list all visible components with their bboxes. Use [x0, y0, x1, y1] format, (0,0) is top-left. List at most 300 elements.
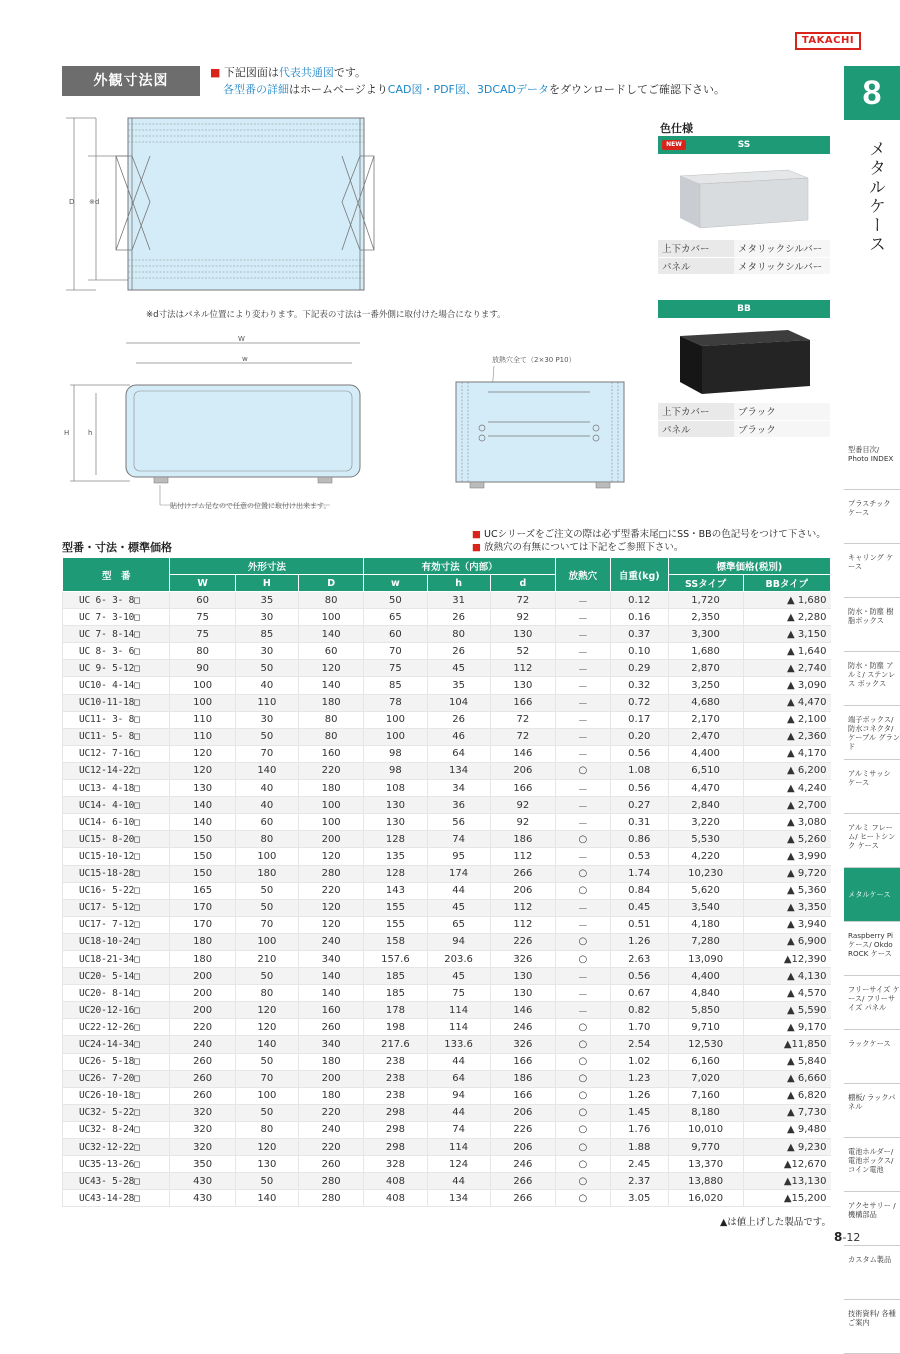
table-cell: 180 [170, 950, 235, 967]
table-cell: 0.20 [610, 728, 668, 745]
color-bb-bar [658, 300, 830, 318]
sidebar-item[interactable]: 電池ホルダー/ 電池ボックス/ コイン電池 [844, 1138, 900, 1192]
table-cell: 320 [170, 1139, 235, 1156]
table-cell: 206 [490, 1104, 555, 1121]
table-cell: 155 [364, 899, 427, 916]
table-cell: 112 [490, 660, 555, 677]
table-cell: － [556, 694, 611, 711]
table-cell: 70 [235, 1070, 298, 1087]
table-cell: UC12- 7-16□ [63, 745, 170, 762]
table-cell: － [556, 848, 611, 865]
table-cell: UC11- 5- 8□ [63, 728, 170, 745]
table-cell: 40 [235, 677, 298, 694]
header-price: 標準価格(税別) [668, 558, 830, 575]
table-cell: 112 [490, 899, 555, 916]
table-cell: ▲ 9,480 [743, 1121, 831, 1138]
table-cell: 65 [427, 916, 490, 933]
table-cell: 166 [490, 694, 555, 711]
spec-key: パネル [658, 420, 734, 437]
table-cell: － [556, 797, 611, 814]
table-cell: 185 [364, 968, 427, 985]
table-cell: 0.10 [610, 643, 668, 660]
table-cell: ▲ 6,820 [743, 1087, 831, 1104]
table-cell: 1.74 [610, 865, 668, 882]
vent-label: 放熱穴全て（2×30 P10） [492, 356, 576, 364]
table-cell: 238 [364, 1070, 427, 1087]
table-cell: 8,180 [668, 1104, 743, 1121]
table-cell: 210 [235, 950, 298, 967]
table-cell: 430 [170, 1173, 235, 1190]
table-cell: 120 [235, 1002, 298, 1019]
sidebar-item[interactable]: Raspberry Piケース/ Okdo ROCK ケース [844, 922, 900, 976]
table-cell: 7,020 [668, 1070, 743, 1087]
spec-key: パネル [658, 257, 734, 274]
table-cell: 170 [170, 899, 235, 916]
table-cell: 140 [235, 762, 298, 779]
table-row [63, 780, 831, 797]
table-cell: － [556, 745, 611, 762]
table-cell: ▲ 3,080 [743, 814, 831, 831]
table-cell: 16,020 [668, 1190, 743, 1207]
table-cell: 10,010 [668, 1121, 743, 1138]
table-row [63, 831, 831, 848]
table-cell: ○ [556, 933, 611, 950]
table-cell: 240 [298, 1121, 363, 1138]
table-cell: 246 [490, 1156, 555, 1173]
table-cell: 45 [427, 660, 490, 677]
table-cell: 0.16 [610, 609, 668, 626]
table-cell: 2,840 [668, 797, 743, 814]
table-row [63, 1053, 831, 1070]
table-cell: ▲ 4,130 [743, 968, 831, 985]
sidebar-item[interactable]: 棚板/ ラックパネル [844, 1084, 900, 1138]
table-cell: 166 [490, 780, 555, 797]
table-cell: ○ [556, 865, 611, 882]
table-cell: ▲ 4,170 [743, 745, 831, 762]
table-cell: 0.31 [610, 814, 668, 831]
table-row [63, 592, 831, 609]
table-cell: ○ [556, 1121, 611, 1138]
table-title: 型番・寸法・標準価格 [62, 541, 172, 554]
table-cell: 85 [364, 677, 427, 694]
sidebar-item[interactable]: フリーサイズ ケース/ フリーサイズ パネル [844, 976, 900, 1030]
table-cell: 200 [170, 985, 235, 1002]
table-cell: 180 [298, 1053, 363, 1070]
table-cell: 340 [298, 950, 363, 967]
table-row [63, 1104, 831, 1121]
table-cell: － [556, 677, 611, 694]
table-cell: 160 [298, 745, 363, 762]
sidebar-item[interactable]: 型番目次/ Photo INDEX [844, 436, 900, 490]
table-row [63, 797, 831, 814]
table-cell: 240 [298, 933, 363, 950]
table-cell: 50 [235, 882, 298, 899]
table-cell: 135 [364, 848, 427, 865]
table-cell: 6,160 [668, 1053, 743, 1070]
header-h: h [427, 575, 490, 592]
table-cell: ○ [556, 1139, 611, 1156]
table-cell: 50 [235, 660, 298, 677]
table-cell: 4,840 [668, 985, 743, 1002]
sidebar-item[interactable]: ラックケース [844, 1030, 900, 1084]
table-cell: ▲ 4,470 [743, 694, 831, 711]
table-cell: 50 [235, 968, 298, 985]
vent-note: 放熱穴の有無については下記をご参照下さい。 [484, 542, 684, 553]
table-cell: 114 [427, 1002, 490, 1019]
table-cell: ▲ 2,740 [743, 660, 831, 677]
table-cell: ▲ 9,720 [743, 865, 831, 882]
sidebar-item[interactable]: アルミサッシ ケース [844, 760, 900, 814]
table-cell: － [556, 916, 611, 933]
table-cell: 3,220 [668, 814, 743, 831]
section-notes [210, 64, 725, 98]
table-cell: 4,400 [668, 745, 743, 762]
table-cell: 320 [170, 1121, 235, 1138]
color-code-ss: SS [737, 140, 751, 150]
table-cell: 100 [298, 797, 363, 814]
table-cell: ▲ 5,840 [743, 1053, 831, 1070]
table-cell: 143 [364, 882, 427, 899]
table-cell: 130 [490, 626, 555, 643]
table-cell: － [556, 780, 611, 797]
table-cell: 74 [427, 1121, 490, 1138]
table-cell: 80 [298, 728, 363, 745]
table-cell: 100 [235, 933, 298, 950]
table-cell: 74 [427, 831, 490, 848]
table-cell: ▲ 1,640 [743, 643, 831, 660]
table-cell: 298 [364, 1121, 427, 1138]
dim-d-label: ※d [89, 198, 100, 206]
dim-h-label: h [88, 429, 93, 437]
table-cell: 266 [490, 865, 555, 882]
table-cell: 280 [298, 1190, 363, 1207]
sidebar-item[interactable]: カスタム製品 [844, 1246, 900, 1300]
table-cell: UC24-14-34□ [63, 1036, 170, 1053]
table-cell: 0.56 [610, 968, 668, 985]
red-square-icon: ■ [472, 542, 481, 553]
table-cell: 326 [490, 1036, 555, 1053]
table-cell: 140 [170, 797, 235, 814]
price-legend: ▲は値上げした製品です。 [720, 1217, 832, 1228]
chapter-number: 8 [844, 66, 900, 120]
table-row [63, 1156, 831, 1173]
table-cell: 75 [170, 626, 235, 643]
table-cell: 180 [298, 1087, 363, 1104]
header-w: w [364, 575, 427, 592]
table-cell: － [556, 814, 611, 831]
table-cell: ▲12,670 [743, 1156, 831, 1173]
rubber-feet-note: 貼付けゴム足なので任意の位置に取付け出来ます。 [170, 502, 331, 510]
table-cell: 3,250 [668, 677, 743, 694]
table-cell: ▲ 7,730 [743, 1104, 831, 1121]
table-cell: 7,280 [668, 933, 743, 950]
table-cell: ▲ 2,280 [743, 609, 831, 626]
table-cell: 1.45 [610, 1104, 668, 1121]
table-cell: 34 [427, 780, 490, 797]
table-cell: UC18-10-24□ [63, 933, 170, 950]
table-row [63, 933, 831, 950]
table-cell: 220 [298, 882, 363, 899]
price-table [62, 557, 831, 1207]
table-cell: 1.23 [610, 1070, 668, 1087]
sidebar-item[interactable]: 防水・防塵 樹脂ボックス [844, 598, 900, 652]
table-cell: 64 [427, 1070, 490, 1087]
table-cell: 280 [298, 1173, 363, 1190]
table-cell: 4,680 [668, 694, 743, 711]
table-cell: 100 [364, 711, 427, 728]
table-cell: UC11- 3- 8□ [63, 711, 170, 728]
ss-spec-table [658, 240, 830, 275]
table-cell: 0.29 [610, 660, 668, 677]
table-cell: 266 [490, 1173, 555, 1190]
common-drawing-link[interactable]: 代表共通図 [278, 66, 334, 79]
header-d: d [490, 575, 555, 592]
table-cell: ○ [556, 831, 611, 848]
bb-spec-table [658, 403, 830, 438]
table-cell: 7,160 [668, 1087, 743, 1104]
table-cell: 10,230 [668, 865, 743, 882]
table-cell: 70 [235, 916, 298, 933]
table-row [63, 694, 831, 711]
table-cell: 140 [298, 626, 363, 643]
table-cell: 0.32 [610, 677, 668, 694]
table-row [63, 1002, 831, 1019]
table-cell: 2,170 [668, 711, 743, 728]
table-cell: ○ [556, 882, 611, 899]
table-cell: 226 [490, 933, 555, 950]
table-cell: UC16- 5-22□ [63, 882, 170, 899]
table-cell: 1,720 [668, 592, 743, 609]
table-cell: 206 [490, 1139, 555, 1156]
table-cell: UC17- 7-12□ [63, 916, 170, 933]
table-cell: 0.37 [610, 626, 668, 643]
table-cell: 120 [298, 899, 363, 916]
table-cell: 100 [364, 728, 427, 745]
table-cell: 0.56 [610, 745, 668, 762]
table-cell: 4,220 [668, 848, 743, 865]
table-cell: 146 [490, 1002, 555, 1019]
table-row [63, 762, 831, 779]
table-cell: 2.37 [610, 1173, 668, 1190]
table-cell: 80 [298, 592, 363, 609]
table-cell: UC26-10-18□ [63, 1087, 170, 1104]
header-outer: 外形寸法 [170, 558, 364, 575]
table-cell: ▲12,390 [743, 950, 831, 967]
table-cell: 130 [364, 814, 427, 831]
sidebar-item[interactable]: プラスチック ケース [844, 490, 900, 544]
table-cell: ○ [556, 1019, 611, 1036]
table-cell: － [556, 968, 611, 985]
table-cell: 92 [490, 797, 555, 814]
table-cell: － [556, 899, 611, 916]
table-cell: 9,770 [668, 1139, 743, 1156]
table-cell: 12,530 [668, 1036, 743, 1053]
detail-link[interactable]: 各型番の詳細 [223, 83, 289, 96]
table-cell: 0.17 [610, 711, 668, 728]
table-cell: 298 [364, 1104, 427, 1121]
table-cell: ▲ 3,150 [743, 626, 831, 643]
table-row [63, 1070, 831, 1087]
chapter-title: メタルケース [865, 140, 885, 254]
table-cell: UC43- 5-28□ [63, 1173, 170, 1190]
table-cell: 140 [298, 677, 363, 694]
table-row [63, 848, 831, 865]
table-cell: 165 [170, 882, 235, 899]
takachi-logo: TAKACHI [795, 32, 861, 50]
table-cell: 3,300 [668, 626, 743, 643]
table-cell: 157.6 [364, 950, 427, 967]
table-cell: 75 [170, 609, 235, 626]
table-cell: 120 [170, 762, 235, 779]
sidebar-item[interactable]: 技術資料/ 各種ご案内 [844, 1300, 900, 1354]
header-bb: BBタイプ [743, 575, 831, 592]
table-cell: UC26- 5-18□ [63, 1053, 170, 1070]
table-cell: 120 [298, 660, 363, 677]
table-cell: 186 [490, 831, 555, 848]
table-cell: 45 [427, 968, 490, 985]
table-cell: 134 [427, 1190, 490, 1207]
sidebar-item[interactable]: アルミ フレーム/ ヒートシンク ケース [844, 814, 900, 868]
table-cell: UC32- 5-22□ [63, 1104, 170, 1121]
table-cell: 0.67 [610, 985, 668, 1002]
sidebar-item[interactable]: アクセサリー /機構部品 [844, 1192, 900, 1246]
table-cell: ▲ 4,240 [743, 780, 831, 797]
table-cell: 13,090 [668, 950, 743, 967]
table-cell: 150 [170, 848, 235, 865]
color-ss-bar [658, 136, 830, 154]
table-cell: UC 8- 3- 6□ [63, 643, 170, 660]
table-cell: － [556, 643, 611, 660]
table-cell: 1,680 [668, 643, 743, 660]
table-cell: UC14- 6-10□ [63, 814, 170, 831]
table-cell: ▲ 2,700 [743, 797, 831, 814]
table-row [63, 660, 831, 677]
table-subheader-row [63, 575, 831, 592]
table-row [63, 814, 831, 831]
header-model: 型 番 [63, 558, 170, 592]
table-cell: 280 [298, 865, 363, 882]
table-cell: 26 [427, 609, 490, 626]
table-cell: － [556, 609, 611, 626]
table-cell: 0.45 [610, 899, 668, 916]
table-cell: 200 [170, 968, 235, 985]
table-cell: 100 [235, 848, 298, 865]
section-label: 外観寸法図 [62, 66, 200, 96]
table-cell: 36 [427, 797, 490, 814]
table-cell: 180 [170, 933, 235, 950]
table-notes [472, 528, 826, 554]
table-cell: － [556, 592, 611, 609]
table-cell: 50 [235, 1173, 298, 1190]
page-number [834, 1230, 860, 1244]
note-text: をダウンロードしてご確認下さい。 [549, 83, 726, 96]
page-num: 12 [846, 1231, 861, 1244]
table-cell: 50 [235, 899, 298, 916]
sidebar-item[interactable]: キャリング ケース [844, 544, 900, 598]
table-cell: UC10-11-18□ [63, 694, 170, 711]
table-cell: 206 [490, 882, 555, 899]
table-cell: 0.51 [610, 916, 668, 933]
table-cell: 1.08 [610, 762, 668, 779]
table-cell: 1.88 [610, 1139, 668, 1156]
table-cell: 80 [235, 831, 298, 848]
table-cell: ▲ 3,940 [743, 916, 831, 933]
table-cell: 110 [235, 694, 298, 711]
table-cell: 100 [235, 1087, 298, 1104]
table-cell: UC32-12-22□ [63, 1139, 170, 1156]
table-cell: 80 [298, 711, 363, 728]
spec-value: ブラック [734, 403, 830, 420]
table-cell: UC18-21-34□ [63, 950, 170, 967]
table-cell: 260 [298, 1156, 363, 1173]
table-cell: 180 [235, 865, 298, 882]
table-cell: 100 [170, 694, 235, 711]
table-cell: 220 [170, 1019, 235, 1036]
red-square-icon: ■ [472, 529, 481, 540]
table-cell: ○ [556, 762, 611, 779]
header-weight: 自重(kg) [610, 558, 668, 592]
front-view-drawing [60, 335, 390, 515]
spec-key: 上下カバー [658, 403, 734, 420]
table-cell: 170 [170, 916, 235, 933]
table-cell: 146 [490, 745, 555, 762]
table-cell: 2,350 [668, 609, 743, 626]
spec-value: ブラック [734, 420, 830, 437]
table-cell: 4,180 [668, 916, 743, 933]
table-cell: 140 [298, 968, 363, 985]
table-cell: 100 [170, 677, 235, 694]
table-cell: 50 [235, 1053, 298, 1070]
table-cell: 110 [170, 728, 235, 745]
table-cell: 186 [490, 1070, 555, 1087]
table-cell: ○ [556, 1173, 611, 1190]
table-cell: 2.63 [610, 950, 668, 967]
table-cell: 408 [364, 1190, 427, 1207]
table-cell: 2,470 [668, 728, 743, 745]
table-cell: 340 [298, 1036, 363, 1053]
table-row [63, 1121, 831, 1138]
table-cell: UC15-10-12□ [63, 848, 170, 865]
color-spec-title: 色仕様 [660, 122, 693, 135]
table-cell: 200 [298, 831, 363, 848]
table-cell: 100 [298, 814, 363, 831]
sidebar-item[interactable]: 端子ボックス/ 防水コネクタ/ ケーブル グランド [844, 706, 900, 760]
table-cell: 130 [490, 677, 555, 694]
table-cell: 260 [298, 1019, 363, 1036]
table-cell: 50 [235, 728, 298, 745]
sidebar-item[interactable]: メタルケース [844, 868, 900, 922]
table-cell: 60 [364, 626, 427, 643]
table-cell: 94 [427, 1087, 490, 1104]
table-cell: 30 [235, 643, 298, 660]
cad-data-link[interactable]: CAD図・PDF図、3DCADデータ [387, 83, 550, 96]
table-cell: 120 [235, 1019, 298, 1036]
table-cell: 220 [298, 762, 363, 779]
table-cell: 130 [170, 780, 235, 797]
table-cell: ▲ 9,230 [743, 1139, 831, 1156]
bb-case-photo [658, 318, 830, 400]
table-cell: 0.72 [610, 694, 668, 711]
table-cell: UC20-12-16□ [63, 1002, 170, 1019]
table-cell: 60 [235, 814, 298, 831]
table-cell: 4,400 [668, 968, 743, 985]
sidebar-item[interactable]: 防水・防塵 アルミ/ ステンレス ボックス [844, 652, 900, 706]
table-cell: 31 [427, 592, 490, 609]
note-text: はホームページより [289, 83, 388, 96]
table-cell: 44 [427, 1104, 490, 1121]
table-cell: 260 [170, 1087, 235, 1104]
table-cell: 1.26 [610, 1087, 668, 1104]
